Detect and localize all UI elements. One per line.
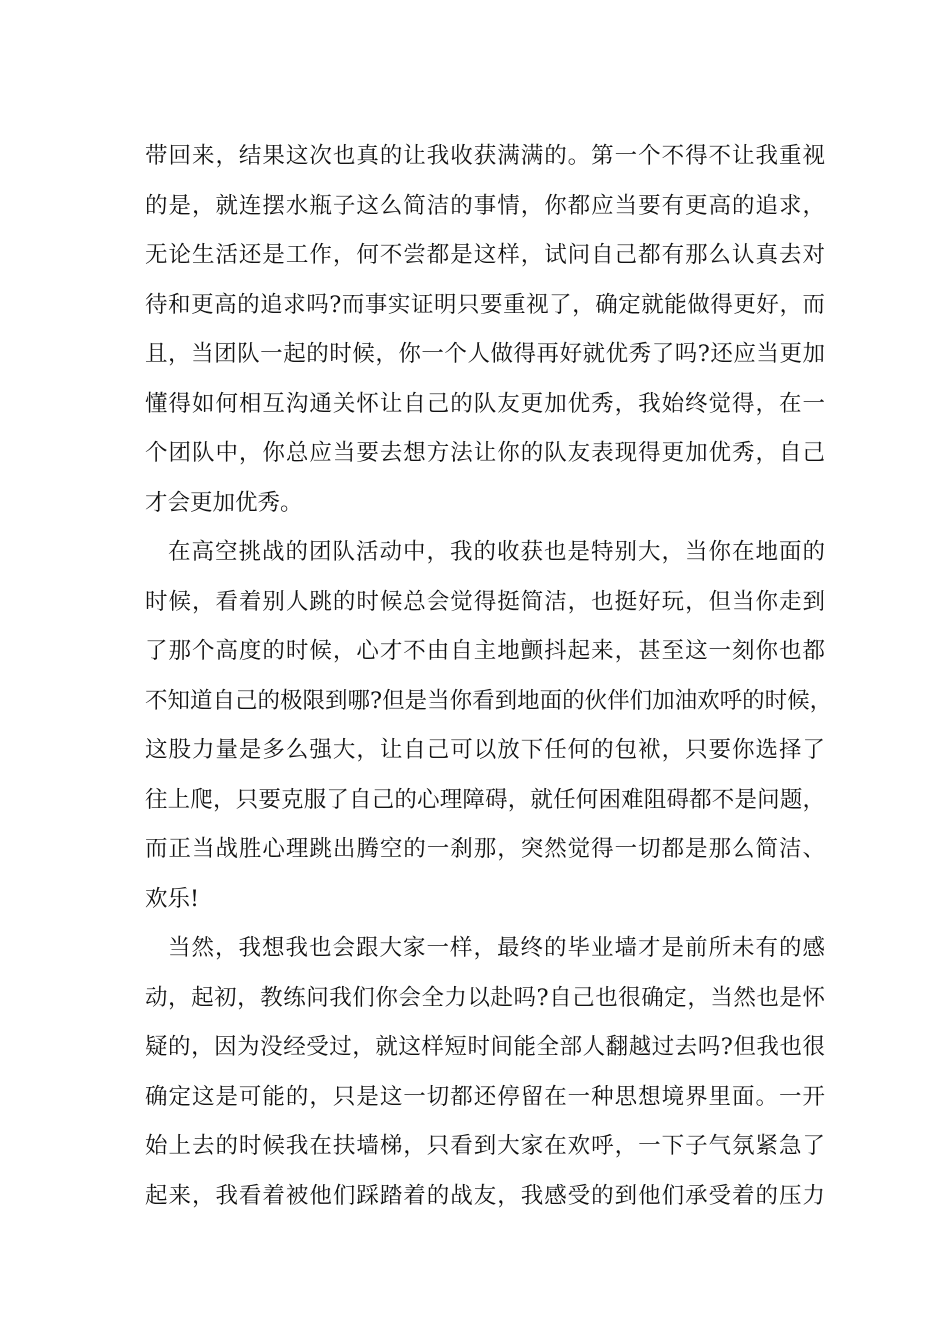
paragraph-1 bbox=[145, 132, 825, 528]
paragraph-line: 不知道自己的极限到哪?但是当你看到地面的伙伴们加油欢呼的时候， bbox=[145, 687, 833, 714]
paragraph-3 bbox=[145, 924, 825, 1221]
paragraph-line: 懂得如何相互沟通关怀让自己的队友更加优秀，我始终觉得，在一 bbox=[145, 390, 825, 417]
paragraph-line: 且，当团队一起的时候，你一个人做得再好就优秀了吗?还应当更加 bbox=[145, 341, 825, 367]
paragraph-line: 当然，我想我也会跟大家一样，最终的毕业墙才是前所未有的感 bbox=[168, 935, 825, 961]
paragraph-line: 始上去的时候我在扶墙梯，只看到大家在欢呼，一下子气氛紧急了 bbox=[145, 1133, 825, 1159]
paragraph-line: 动，起初，教练问我们你会全力以赴吗?自己也很确定，当然也是怀 bbox=[145, 984, 825, 1011]
paragraph-line: 而正当战胜心理跳出腾空的一刹那，突然觉得一切都是那么简洁、 bbox=[145, 836, 825, 862]
paragraph-line: 在高空挑战的团队活动中，我的收获也是特别大，当你在地面的 bbox=[168, 539, 825, 565]
paragraph-2 bbox=[145, 528, 833, 924]
paragraph-line: 了那个高度的时候，心才不由自主地颤抖起来，甚至这一刻你也都 bbox=[145, 638, 825, 664]
paragraph-line: 带回来，结果这次也真的让我收获满满的。第一个不得不让我重视 bbox=[145, 143, 825, 169]
paragraph-line: 时候，看着别人跳的时候总会觉得挺简洁，也挺好玩，但当你走到 bbox=[145, 588, 825, 615]
paragraph-line: 个团队中，你总应当要去想方法让你的队友表现得更加优秀，自己 bbox=[145, 440, 825, 466]
paragraph-line: 待和更高的追求吗?而事实证明只要重视了，确定就能做得更好，而 bbox=[145, 291, 825, 318]
paragraph-line: 欢乐! bbox=[145, 885, 200, 912]
paragraph-line: 的是，就连摆水瓶子这么简洁的事情，你都应当要有更高的追求， bbox=[145, 192, 825, 219]
paragraph-line: 这股力量是多么强大，让自己可以放下任何的包袱，只要你选择了 bbox=[145, 737, 825, 763]
paragraph-line: 确定这是可能的，只是这一切都还停留在一种思想境界里面。一开 bbox=[145, 1083, 825, 1110]
paragraph-line: 起来，我看着被他们踩踏着的战友，我感受的到他们承受着的压力 bbox=[145, 1182, 825, 1209]
paragraph-line: 疑的，因为没经受过，就这样短时间能全部人翻越过去吗?但我也很 bbox=[145, 1034, 825, 1060]
paragraph-line: 才会更加优秀。 bbox=[145, 489, 303, 516]
body-text bbox=[145, 132, 833, 1221]
paragraph-line: 往上爬，只要克服了自己的心理障碍，就任何困难阻碍都不是问题， bbox=[145, 786, 825, 813]
paragraph-line: 无论生活还是工作，何不尝都是这样，试问自己都有那么认真去对 bbox=[145, 242, 825, 268]
